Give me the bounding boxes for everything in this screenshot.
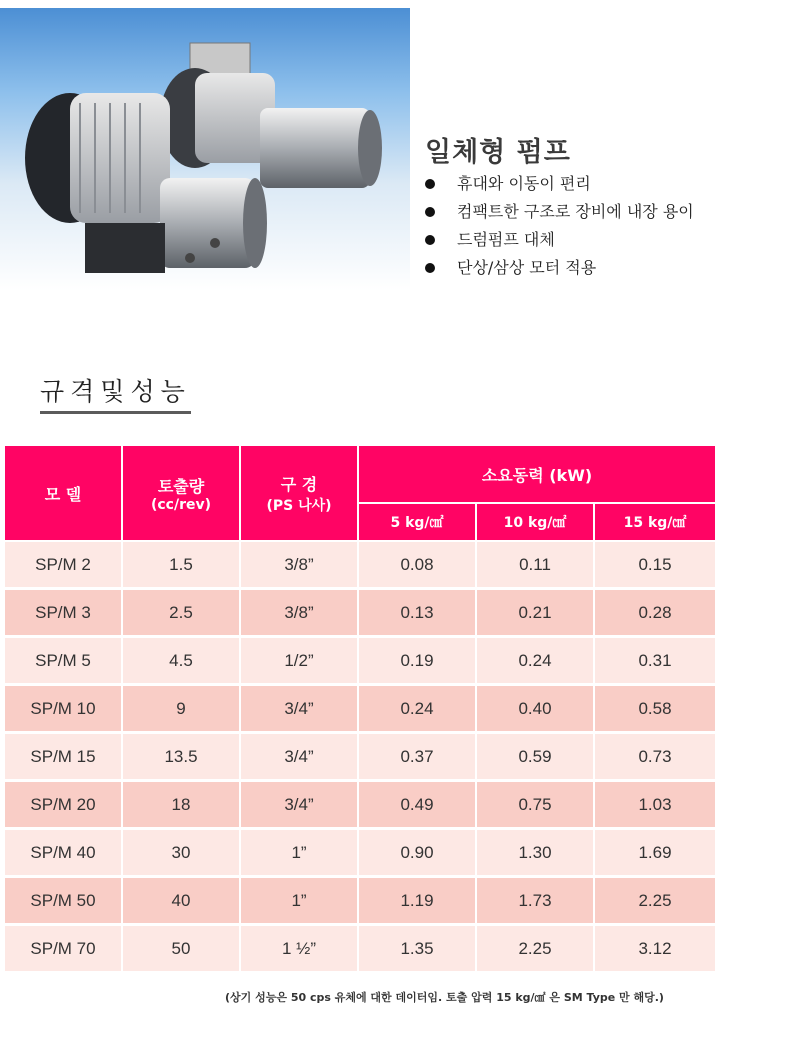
- cell-model: SP/M 70: [5, 926, 123, 974]
- table-row: [5, 878, 715, 926]
- cell-model: SP/M 10: [5, 686, 123, 734]
- cell-power-5: 0.24: [359, 686, 477, 734]
- feature-item: [425, 172, 694, 200]
- cell-model: SP/M 3: [5, 590, 123, 638]
- cell-flow: 4.5: [123, 638, 241, 686]
- cell-power-15: 0.15: [595, 542, 715, 590]
- cell-bore: 3/4”: [241, 734, 359, 782]
- product-photo: [0, 8, 410, 291]
- feature-text: 단상/삼상 모터 적용: [457, 258, 597, 277]
- header-model: 모 델: [5, 446, 123, 542]
- cell-bore: 3/4”: [241, 686, 359, 734]
- cell-power-10: 0.59: [477, 734, 595, 782]
- cell-flow: 1.5: [123, 542, 241, 590]
- cell-power-5: 1.19: [359, 878, 477, 926]
- cell-bore: 3/8”: [241, 590, 359, 638]
- cell-bore: 1”: [241, 830, 359, 878]
- feature-text: 컴팩트한 구조로 장비에 내장 용이: [457, 202, 694, 221]
- cell-power-5: 1.35: [359, 926, 477, 974]
- cell-bore: 3/8”: [241, 542, 359, 590]
- cell-flow: 9: [123, 686, 241, 734]
- section-title: 규격및성능: [40, 372, 191, 414]
- cell-power-15: 2.25: [595, 878, 715, 926]
- bullet-icon: [425, 263, 435, 273]
- cell-power-15: 0.58: [595, 686, 715, 734]
- cell-flow: 50: [123, 926, 241, 974]
- table-row: [5, 638, 715, 686]
- feature-text: 휴대와 이동이 편리: [457, 174, 591, 193]
- cell-bore: 3/4”: [241, 782, 359, 830]
- header-power: 소요동력 (kW): [359, 446, 715, 504]
- cell-model: SP/M 50: [5, 878, 123, 926]
- cell-flow: 13.5: [123, 734, 241, 782]
- cell-power-10: 1.73: [477, 878, 595, 926]
- cell-power-15: 3.12: [595, 926, 715, 974]
- cell-model: SP/M 40: [5, 830, 123, 878]
- cell-power-10: 0.21: [477, 590, 595, 638]
- bullet-icon: [425, 207, 435, 217]
- cell-power-5: 0.13: [359, 590, 477, 638]
- cell-model: SP/M 5: [5, 638, 123, 686]
- cell-flow: 30: [123, 830, 241, 878]
- product-title: 일체형 펌프: [425, 137, 571, 168]
- table-row: [5, 734, 715, 782]
- header-pressure-15: 15 kg/㎠: [595, 504, 715, 542]
- bullet-icon: [425, 179, 435, 189]
- bullet-icon: [425, 235, 435, 245]
- cell-model: SP/M 2: [5, 542, 123, 590]
- cell-power-10: 0.75: [477, 782, 595, 830]
- footnote: (상기 성능은 50 cps 유체에 대한 데이터임. 토출 압력 15 kg/㎠ 은 SM Type 만 해당.): [225, 991, 664, 1004]
- table-row: [5, 782, 715, 830]
- cell-power-5: 0.49: [359, 782, 477, 830]
- cell-bore: 1”: [241, 878, 359, 926]
- feature-text: 드럼펌프 대체: [457, 230, 555, 249]
- cell-power-5: 0.90: [359, 830, 477, 878]
- table-row: [5, 926, 715, 974]
- cell-flow: 40: [123, 878, 241, 926]
- cell-power-10: 0.24: [477, 638, 595, 686]
- feature-item: [425, 228, 694, 256]
- pump-illustration: [0, 8, 410, 291]
- header-flow: 토출량 (cc/rev): [123, 446, 241, 542]
- cell-power-10: 0.40: [477, 686, 595, 734]
- cell-power-15: 0.28: [595, 590, 715, 638]
- cell-bore: 1 ½”: [241, 926, 359, 974]
- cell-power-10: 0.11: [477, 542, 595, 590]
- feature-list: [425, 172, 694, 284]
- header-pressure-10: 10 kg/㎠: [477, 504, 595, 542]
- table-row: [5, 590, 715, 638]
- cell-power-10: 1.30: [477, 830, 595, 878]
- cell-power-15: 1.03: [595, 782, 715, 830]
- cell-bore: 1/2”: [241, 638, 359, 686]
- table-row: [5, 830, 715, 878]
- table-row: [5, 686, 715, 734]
- spec-table: [5, 446, 715, 974]
- cell-flow: 2.5: [123, 590, 241, 638]
- cell-power-5: 0.37: [359, 734, 477, 782]
- cell-power-10: 2.25: [477, 926, 595, 974]
- cell-power-5: 0.08: [359, 542, 477, 590]
- header-bore: 구 경 (PS 나사): [241, 446, 359, 542]
- feature-item: [425, 256, 694, 284]
- feature-item: [425, 200, 694, 228]
- cell-power-15: 0.73: [595, 734, 715, 782]
- cell-model: SP/M 20: [5, 782, 123, 830]
- table-row: [5, 542, 715, 590]
- cell-model: SP/M 15: [5, 734, 123, 782]
- header-pressure-5: 5 kg/㎠: [359, 504, 477, 542]
- cell-power-15: 1.69: [595, 830, 715, 878]
- cell-power-15: 0.31: [595, 638, 715, 686]
- cell-flow: 18: [123, 782, 241, 830]
- cell-power-5: 0.19: [359, 638, 477, 686]
